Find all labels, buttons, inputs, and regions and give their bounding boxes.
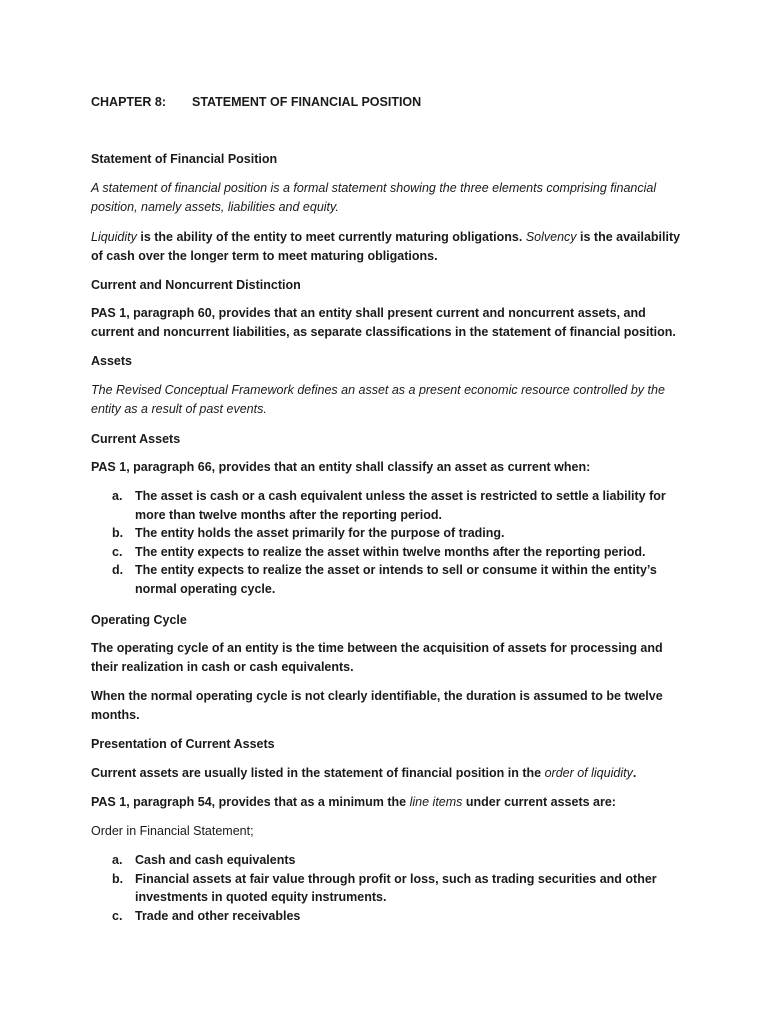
- operating-cycle-p1: The operating cycle of an entity is the time between the acquisition of assets for processing and their realization in cash or cash equivalents.: [91, 641, 663, 674]
- distinction-text: PAS 1, paragraph 60, provides that an entity shall present current and noncurrent assets, and current and noncurrent liabilities, as separate classifications in the statement of financial position.: [91, 306, 676, 339]
- list-marker: c.: [112, 908, 123, 923]
- chapter-title: STATEMENT OF FINANCIAL POSITION: [192, 95, 422, 109]
- sfp-heading: Statement of Financial Position: [91, 152, 278, 166]
- list-item: [91, 543, 681, 562]
- presentation-p2-text: PAS 1, paragraph 54, provides that as a minimum the: [91, 795, 410, 809]
- list-marker: a.: [112, 853, 123, 867]
- solvency-text: is the availability of cash over the longer term to meet maturing obligations.: [91, 230, 681, 263]
- chapter-heading: [91, 93, 681, 112]
- list-item-text: The entity expects to realize the asset within twelve months after the reporting period.: [135, 544, 646, 559]
- list-marker: b.: [112, 526, 124, 540]
- line-items-term: line items: [409, 795, 463, 809]
- sfp-definition: A statement of financial position is a formal statement showing the three elements comprising financial position, namely assets, liabilities and equity.: [91, 181, 657, 214]
- distinction-heading: Current and Noncurrent Distinction: [91, 278, 301, 292]
- assets-heading: Assets: [91, 354, 132, 368]
- liquidity-solvency-paragraph: [91, 228, 681, 265]
- list-item: [91, 870, 681, 907]
- order-of-liquidity-term: order of liquidity: [544, 766, 633, 780]
- chapter-number: CHAPTER 8:: [91, 95, 167, 109]
- operating-cycle-heading: Operating Cycle: [91, 613, 187, 627]
- list-marker: b.: [112, 871, 124, 886]
- order-label: Order in Financial Statement;: [91, 824, 254, 838]
- list-marker: c.: [112, 544, 123, 559]
- presentation-p2: [91, 793, 681, 812]
- operating-cycle-p2: When the normal operating cycle is not clearly identifiable, the duration is assumed to be twelve months.: [91, 689, 663, 722]
- list-marker: a.: [112, 489, 123, 503]
- current-assets-heading: Current Assets: [91, 432, 181, 446]
- current-assets-intro: PAS 1, paragraph 66, provides that an entity shall classify an asset as current when:: [91, 460, 591, 474]
- list-item: [91, 907, 681, 926]
- liquidity-text: is the ability of the entity to meet currently maturing obligations.: [136, 230, 526, 244]
- list-item-text: The entity holds the asset primarily for the purpose of trading.: [135, 526, 505, 540]
- list-item-text: The asset is cash or a cash equivalent unless the asset is restricted to settle a liability for more than twelve months after the reporting period.: [135, 489, 666, 522]
- current-assets-line-items-list: [91, 851, 681, 925]
- list-item-text: Trade and other receivables: [135, 908, 301, 923]
- assets-definition: The Revised Conceptual Framework defines an asset as a present economic resource controlled by the entity as a result of past events.: [91, 383, 665, 416]
- presentation-p1: [91, 764, 681, 783]
- list-item-text: The entity expects to realize the asset or intends to sell or consume it within the entity’s normal operating cycle.: [135, 563, 657, 596]
- list-item-text: Financial assets at fair value through profit or loss, such as trading securities and other investments in quoted equity instruments.: [135, 871, 657, 904]
- list-item: [91, 561, 681, 598]
- list-item: [91, 524, 681, 543]
- liquidity-term: Liquidity: [91, 230, 137, 244]
- list-item: [91, 487, 681, 524]
- current-assets-criteria-list: [91, 487, 681, 598]
- list-item-text: Cash and cash equivalents: [135, 853, 296, 867]
- presentation-p1-text: Current assets are usually listed in the statement of financial position in the: [91, 766, 545, 780]
- presentation-p1-end: .: [632, 766, 637, 780]
- list-marker: d.: [112, 563, 124, 577]
- list-item: [91, 851, 681, 870]
- presentation-p2-end: under current assets are:: [462, 795, 616, 809]
- solvency-term: Solvency: [525, 230, 577, 244]
- presentation-heading: Presentation of Current Assets: [91, 737, 275, 751]
